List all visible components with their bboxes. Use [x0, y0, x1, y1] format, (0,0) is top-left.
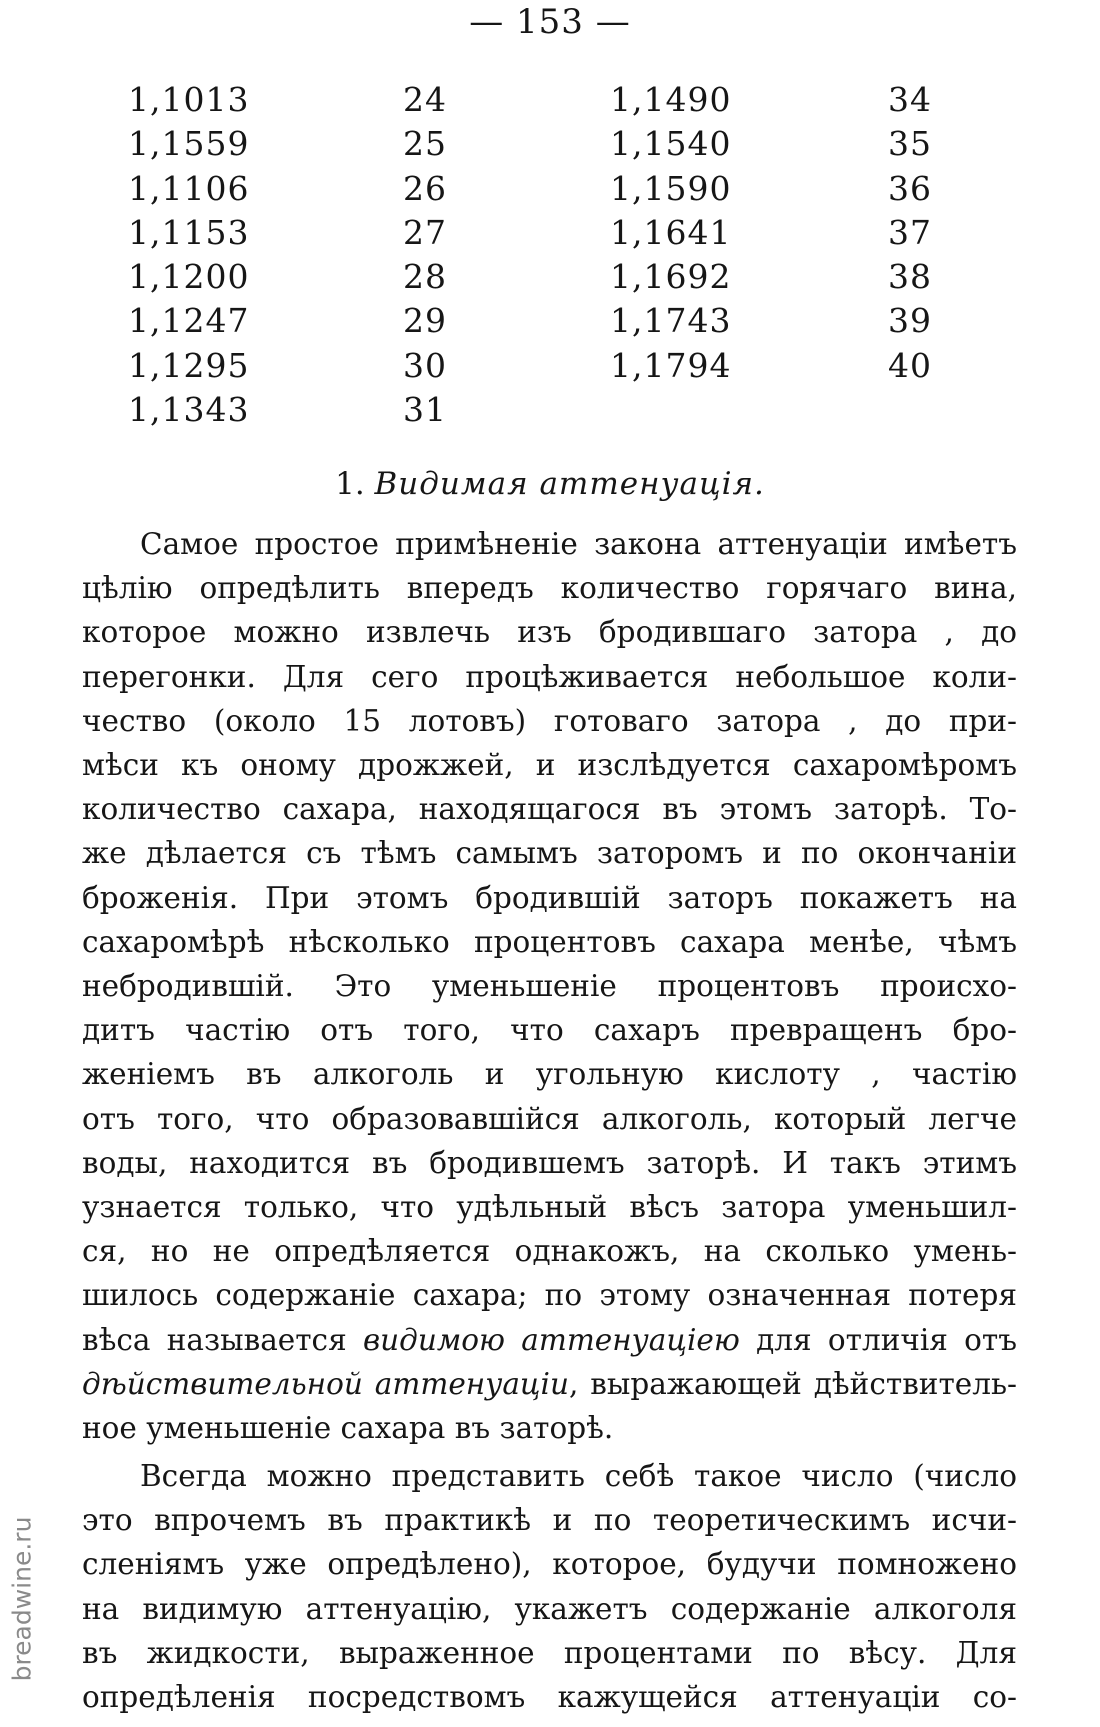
table-cell: 31 [403, 390, 447, 430]
table-row [0, 211, 1100, 255]
table-cell: 1,1559 [128, 124, 250, 164]
section-heading [0, 462, 1100, 506]
watermark-text: breadwine.ru [7, 1516, 37, 1682]
text-line: количество сахара, находящагося въ этомъ заторѣ. То- [82, 792, 1017, 827]
paragraph-1 [82, 522, 1017, 1450]
table-cell: 27 [403, 212, 447, 252]
watermark [2, 1474, 42, 1724]
italic-term: видимою аттенуаціею [362, 1322, 740, 1357]
table-cell: 36 [888, 168, 932, 208]
text-line: цѣлію опредѣлить впередъ количество горячаго вина, [82, 571, 1017, 606]
table-row [0, 78, 1100, 122]
table-row [0, 388, 1100, 432]
text-line: броженія. При этомъ бродившій заторъ покажетъ на [82, 880, 1017, 915]
table-cell: 1,1153 [128, 212, 250, 252]
table-cell: 28 [403, 257, 447, 297]
text-line: которое можно извлечь изъ бродившаго затора , до [82, 615, 1017, 650]
italic-term: дѣйствительной аттенуаціи [82, 1366, 569, 1401]
paragraph-2 [82, 1454, 1017, 1719]
table-cell: 1,1343 [128, 390, 250, 430]
text-line: воды, находится въ бродившемъ заторѣ. И такъ этимъ [82, 1145, 1017, 1180]
table-cell: 1,1641 [610, 212, 732, 252]
table-cell: 1,1247 [128, 301, 250, 341]
table-row [0, 122, 1100, 166]
text-line: мѣси къ оному дрожжей, и изслѣдуется сахаромѣромъ [82, 748, 1017, 783]
table-cell: 1,1106 [128, 168, 250, 208]
table-row [0, 167, 1100, 211]
text-line [82, 1362, 1017, 1406]
text-line: ся, но не опредѣляется однакожъ, на сколько умень- [82, 1234, 1017, 1269]
text-line: отъ того, что образовавшійся алкоголь, который легче [82, 1101, 1017, 1136]
page-number: — 153 — [469, 2, 631, 42]
table-cell: 24 [403, 80, 447, 119]
table-cell: 1,1794 [610, 345, 732, 385]
text-run: вѣса называется [82, 1322, 363, 1357]
text-line: дитъ частію отъ того, что сахаръ превращенъ бро- [82, 1013, 1017, 1048]
text-line: же дѣлается съ тѣмъ самымъ заторомъ и по окончаніи [82, 836, 1017, 871]
text-line: ное уменьшеніе сахара въ заторѣ. [82, 1411, 614, 1446]
text-line: сленіямъ уже опредѣлено), которое, будучи помножено [82, 1547, 1017, 1582]
text-run: для отличія отъ [739, 1322, 1018, 1357]
table-cell: 1,1013 [128, 80, 250, 119]
text-line: опредѣленія посредствомъ кажущейся аттенуаціи со- [82, 1680, 1017, 1715]
table-cell: 35 [888, 124, 932, 164]
text-line: шилось содержаніе сахара; по этому означенная потеря [82, 1278, 1017, 1313]
table-cell: 30 [403, 345, 447, 385]
text-line: Всегда можно представить себѣ такое число (число [140, 1459, 1017, 1493]
table-cell: 37 [888, 212, 932, 252]
table-cell: 1,1295 [128, 345, 250, 385]
table-cell: 25 [403, 124, 447, 164]
table-cell: 1,1490 [610, 80, 732, 119]
text-line: небродившій. Это уменьшеніе процентовъ происхо- [82, 969, 1017, 1004]
text-line: это впрочемъ въ практикѣ и по теоретическимъ исчи- [82, 1503, 1017, 1538]
text-line [82, 1318, 1017, 1362]
table-cell: 39 [888, 301, 932, 341]
text-line: сахаромѣрѣ нѣсколько процентовъ сахара менѣе, чѣмъ [82, 924, 1017, 959]
text-line: Самое простое примѣненіе закона аттенуаціи имѣетъ [140, 527, 1017, 561]
text-line: перегонки. Для сего процѣживается небольшое коли- [82, 659, 1017, 694]
text-run: , выражающей дѣйствитель- [568, 1366, 1018, 1401]
table-row [0, 299, 1100, 343]
text-line: чество (около 15 лотовъ) готоваго затора , до при- [82, 703, 1017, 738]
table-cell: 1,1590 [610, 168, 732, 208]
table-row [0, 344, 1100, 388]
table-cell: 40 [888, 345, 932, 385]
table-cell: 38 [888, 257, 932, 297]
table-cell: 1,1692 [610, 257, 732, 297]
table-cell: 1,1200 [128, 257, 250, 297]
text-line: женіемъ въ алкоголь и угольную кислоту , частію [82, 1057, 1017, 1092]
text-line: узнается только, что удѣльный вѣсъ затора уменьшил- [82, 1190, 1017, 1225]
section-title: Видимая аттенуація. [374, 466, 765, 502]
text-line: на видимую аттенуацію, укажетъ содержаніе алкоголя [82, 1591, 1017, 1626]
table-cell: 26 [403, 168, 447, 208]
table-cell: 34 [888, 80, 932, 119]
text-line: въ жидкости, выраженное процентами по вѣсу. Для [82, 1635, 1017, 1670]
table-cell: 29 [403, 301, 447, 341]
section-number: 1. [335, 466, 365, 502]
table-cell: 1,1540 [610, 124, 732, 164]
density-table [0, 78, 1100, 432]
table-row [0, 255, 1100, 299]
table-cell: 1,1743 [610, 301, 732, 341]
